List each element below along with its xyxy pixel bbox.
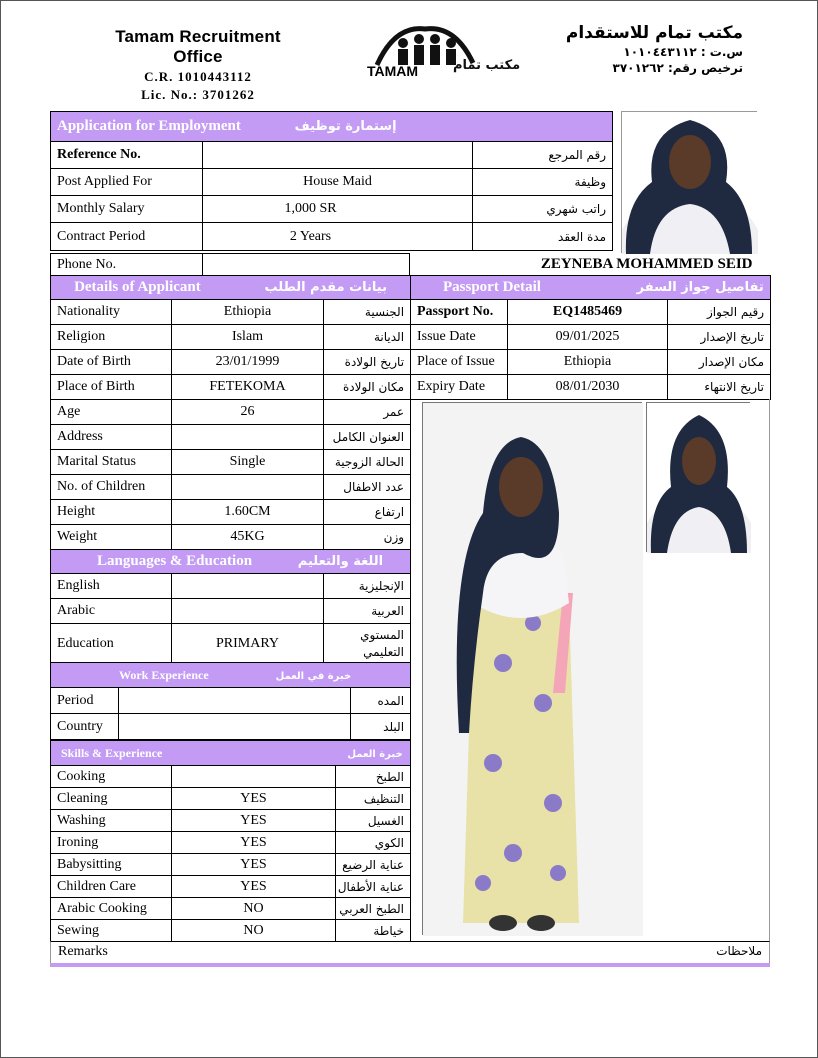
table-row [51, 169, 613, 196]
work-title-band [51, 663, 411, 688]
passport-no-label: Passport No. [411, 300, 508, 325]
pob-label: Place of Birth [51, 375, 172, 400]
phone-value [203, 254, 410, 276]
marital-label: Marital Status [51, 450, 172, 475]
passport-title-en: Passport Detail [443, 279, 541, 295]
full-body-figure-icon [423, 403, 643, 936]
logo-arabic-text: مكتب تمام [453, 58, 521, 73]
skills-table [50, 740, 411, 942]
post-label: Post Applied For [51, 169, 203, 196]
table-row [51, 300, 411, 325]
cooking-label-ar: الطبخ [336, 766, 411, 788]
table-row [411, 325, 771, 350]
washing-value: YES [172, 810, 336, 832]
sewing-label: Sewing [51, 920, 172, 942]
applicant-portrait-photo [621, 111, 757, 253]
table-row [51, 425, 411, 450]
weight-value: 45KG [172, 525, 324, 550]
cooking-value [172, 766, 336, 788]
country-value [119, 714, 351, 740]
remarks-row [50, 941, 770, 963]
table-row [51, 142, 613, 169]
arabic-cooking-value: NO [172, 898, 336, 920]
sewing-label-ar: خياطة [336, 920, 411, 942]
table-row [51, 832, 411, 854]
table-row [51, 920, 411, 942]
pob-value: FETEKOMA [172, 375, 324, 400]
remarks-label: Remarks [58, 944, 108, 959]
english-label: English [51, 574, 172, 599]
arabic-label: Arabic [51, 599, 172, 624]
table-row [51, 223, 613, 251]
ironing-value: YES [172, 832, 336, 854]
children-care-label: Children Care [51, 876, 172, 898]
children-care-label-ar: عناية الأطفال [336, 876, 411, 898]
company-cr-ar: س.ت : ١٠١٠٤٤٣١١٢ [623, 45, 743, 59]
phone-label: Phone No. [51, 254, 203, 276]
age-label: Age [51, 400, 172, 425]
children-label-ar: عدد الاطفال [324, 475, 411, 500]
age-label-ar: عمر [324, 400, 411, 425]
table-row [51, 500, 411, 525]
languages-table [50, 549, 411, 664]
salary-label: Monthly Salary [51, 196, 203, 223]
country-label-ar: البلد [351, 714, 411, 740]
application-table [50, 111, 613, 251]
reference-label: Reference No. [51, 142, 203, 169]
company-name-en: Tamam Recruitment Office [115, 27, 281, 66]
passport-no-value: EQ1485469 [508, 300, 668, 325]
applicant-details-table [50, 275, 411, 550]
cleaning-value: YES [172, 788, 336, 810]
logo-text: TAMAM [367, 63, 419, 79]
dob-value: 23/01/1999 [172, 350, 324, 375]
issue-date-label-ar: تاريخ الإصدار [668, 325, 771, 350]
skills-title-ar: خبرة العمل [347, 748, 403, 760]
table-row [51, 525, 411, 550]
cleaning-label-ar: التنظيف [336, 788, 411, 810]
application-title-en: Application for Employment [57, 118, 241, 134]
height-label: Height [51, 500, 172, 525]
dob-label-ar: تاريخ الولادة [324, 350, 411, 375]
passport-table [410, 275, 771, 400]
company-lic-en: Lic. No.: 3701262 [141, 87, 255, 102]
age-value: 26 [172, 400, 324, 425]
table-row [51, 325, 411, 350]
height-value: 1.60CM [172, 500, 324, 525]
cleaning-label: Cleaning [51, 788, 172, 810]
arabic-cooking-label: Arabic Cooking [51, 898, 172, 920]
applicant-title-ar: بيانات مقدم الطلب [264, 280, 387, 295]
babysitting-value: YES [172, 854, 336, 876]
marital-value: Single [172, 450, 324, 475]
contract-label: Contract Period [51, 223, 203, 251]
salary-value: 1,000 SR [203, 196, 473, 223]
address-label: Address [51, 425, 172, 450]
application-title-band [51, 112, 613, 142]
portrait-figure-icon [622, 112, 758, 254]
sewing-value: NO [172, 920, 336, 942]
languages-title-ar: اللغة والتعليم [297, 554, 384, 569]
table-row [51, 350, 411, 375]
education-label-ar-2: التعليمي [363, 644, 405, 659]
religion-label: Religion [51, 325, 172, 350]
period-value [119, 688, 351, 714]
babysitting-label-ar: عناية الرضيع [336, 854, 411, 876]
dob-label: Date of Birth [51, 350, 172, 375]
education-label-ar-1: المستوي [360, 627, 405, 642]
table-row [51, 574, 411, 599]
phone-name-table [50, 253, 771, 276]
height-label-ar: ارتفاع [324, 500, 411, 525]
issue-date-value: 09/01/2025 [508, 325, 668, 350]
applicant-title-en: Details of Applicant [74, 279, 201, 295]
reference-label-ar: رقم المرجع [473, 142, 613, 169]
expiry-date-label-ar: تاريخ الانتهاء [668, 375, 771, 400]
passport-title-band [411, 276, 771, 300]
header-company-ar [533, 23, 743, 75]
weight-label: Weight [51, 525, 172, 550]
issue-place-label-ar: مكان الإصدار [668, 350, 771, 375]
contract-label-ar: مدة العقد [473, 223, 613, 251]
post-label-ar: وظيفة [473, 169, 613, 196]
table-row [51, 624, 411, 664]
applicant-full-body-photo [422, 402, 642, 935]
expiry-date-label: Expiry Date [411, 375, 508, 400]
table-row [411, 300, 771, 325]
table-row [51, 599, 411, 624]
applicant-passport-photo [646, 402, 750, 552]
education-value: PRIMARY [172, 624, 324, 664]
children-value [172, 475, 324, 500]
company-name-ar: مكتب تمام للاستقدام [565, 23, 743, 43]
table-row [51, 788, 411, 810]
nationality-label-ar: الجنسية [324, 300, 411, 325]
country-label: Country [51, 714, 119, 740]
languages-title-band [51, 550, 411, 574]
arabic-cooking-label-ar: الطبخ العربي [336, 898, 411, 920]
remarks-bottom-band [50, 963, 770, 967]
table-row [51, 196, 613, 223]
arabic-value [172, 599, 324, 624]
company-lic-ar: ترخيص رقم: ٣٧٠١٢٦٢ [612, 61, 743, 75]
marital-label-ar: الحالة الزوجية [324, 450, 411, 475]
reference-value [203, 142, 473, 169]
languages-title-en: Languages & Education [97, 553, 253, 569]
nationality-value: Ethiopia [172, 300, 324, 325]
work-title-en: Work Experience [119, 667, 209, 682]
table-row [51, 375, 411, 400]
english-label-ar: الإنجليزية [324, 574, 411, 599]
arabic-label-ar: العربية [324, 599, 411, 624]
post-value: House Maid [203, 169, 473, 196]
weight-label-ar: وزن [324, 525, 411, 550]
table-row [51, 688, 411, 714]
period-label: Period [51, 688, 119, 714]
issue-date-label: Issue Date [411, 325, 508, 350]
cooking-label: Cooking [51, 766, 172, 788]
skills-title-en: Skills & Experience [61, 745, 163, 760]
nationality-label: Nationality [51, 300, 172, 325]
application-title-ar: إستمارة توظيف [294, 119, 397, 134]
header-company-en [93, 27, 303, 103]
washing-label: Washing [51, 810, 172, 832]
passport-no-label-ar: رقيم الجواز [668, 300, 771, 325]
table-row [51, 766, 411, 788]
religion-label-ar: الديانة [324, 325, 411, 350]
table-row [51, 810, 411, 832]
children-care-value: YES [172, 876, 336, 898]
education-label: Education [51, 624, 172, 664]
work-title-ar: خبرة في العمل [275, 670, 352, 682]
children-label: No. of Children [51, 475, 172, 500]
pob-label-ar: مكان الولادة [324, 375, 411, 400]
table-row [51, 854, 411, 876]
table-row [51, 450, 411, 475]
company-cr-en: C.R. 1010443112 [144, 69, 252, 84]
ironing-label-ar: الكوي [336, 832, 411, 854]
ironing-label: Ironing [51, 832, 172, 854]
remarks-label-ar: ملاحظات [716, 944, 762, 958]
babysitting-label: Babysitting [51, 854, 172, 876]
english-value [172, 574, 324, 599]
passport-title-ar: تفاصيل جواز السفر [636, 280, 764, 295]
washing-label-ar: الغسيل [336, 810, 411, 832]
address-label-ar: العنوان الكامل [324, 425, 411, 450]
table-row [411, 350, 771, 375]
table-row [51, 400, 411, 425]
applicant-name: ZEYNEBA MOHAMMED SEID [410, 254, 771, 276]
issue-place-value: Ethiopia [508, 350, 668, 375]
table-row [51, 714, 411, 740]
issue-place-label: Place of Issue [411, 350, 508, 375]
work-experience-table [50, 662, 411, 740]
applicant-title-band [51, 276, 411, 300]
religion-value: Islam [172, 325, 324, 350]
table-row [51, 475, 411, 500]
salary-label-ar: راتب شهري [473, 196, 613, 223]
address-value [172, 425, 324, 450]
skills-title-band [51, 741, 411, 766]
contract-value: 2 Years [203, 223, 473, 251]
passport-figure-icon [647, 403, 751, 553]
period-label-ar: المده [351, 688, 411, 714]
table-row [411, 375, 771, 400]
table-row [51, 898, 411, 920]
expiry-date-value: 08/01/2030 [508, 375, 668, 400]
table-row [51, 876, 411, 898]
